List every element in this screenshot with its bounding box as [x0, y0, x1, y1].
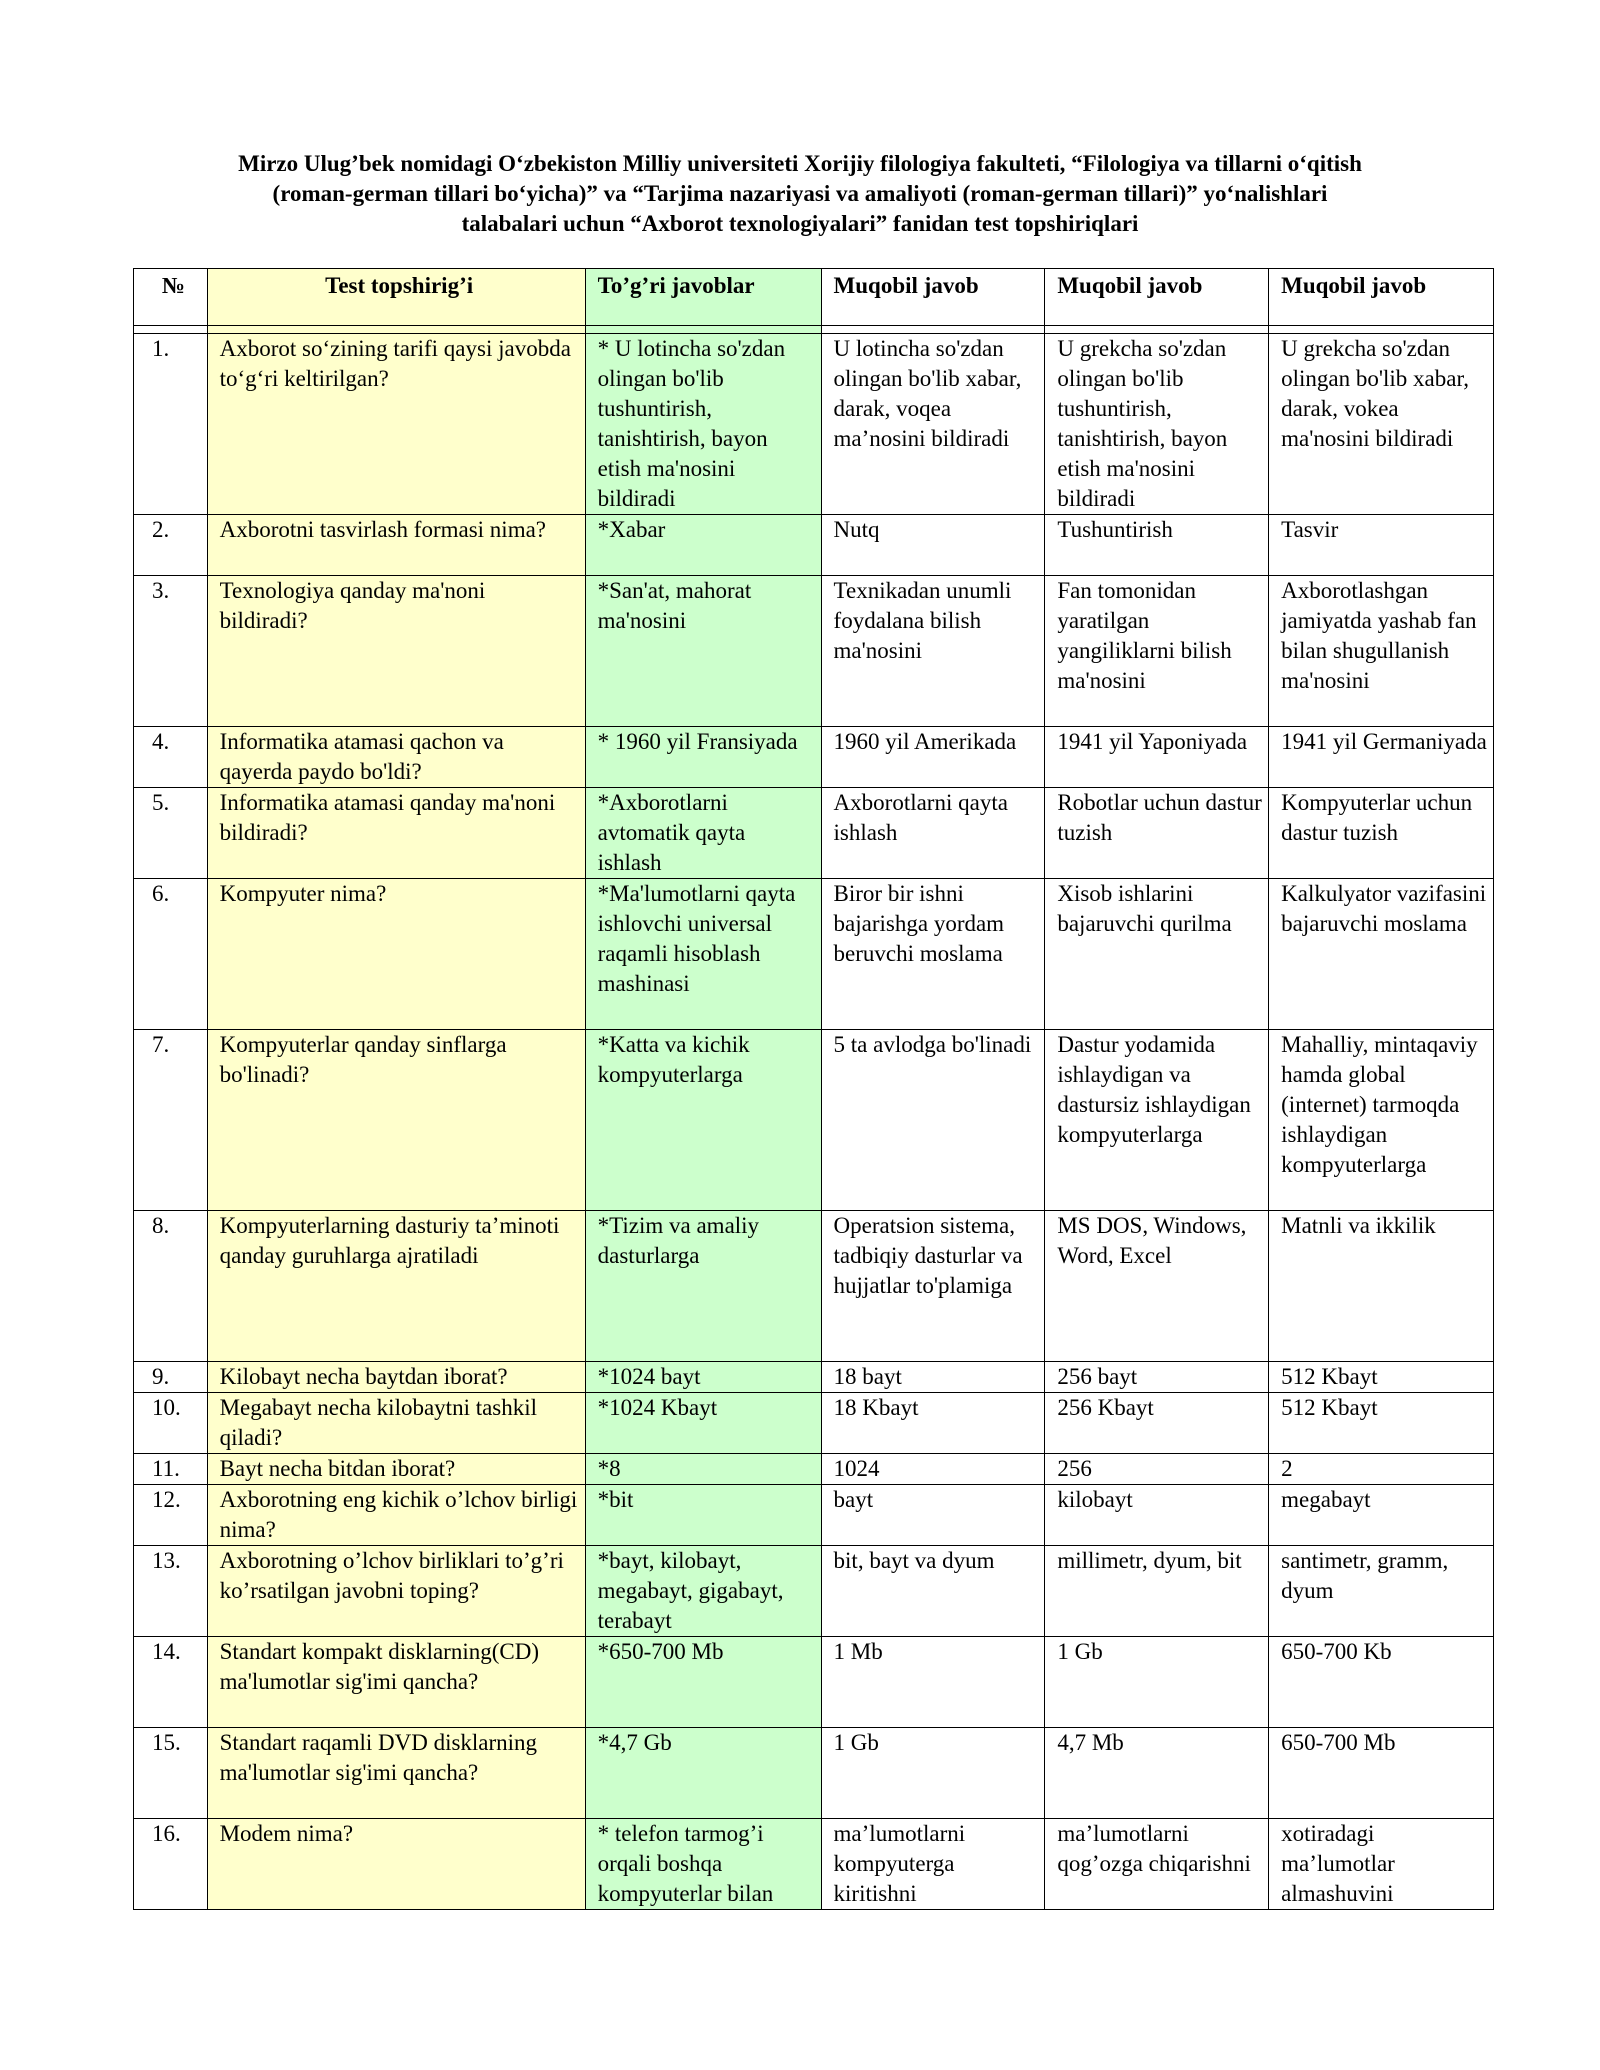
header-correct-answer: To’g’ri javoblar: [585, 269, 821, 326]
table-row: [134, 1362, 1494, 1393]
alternative-answer-cell: 256 bayt: [1045, 1362, 1269, 1393]
header-number: №: [134, 269, 208, 326]
table-row: [134, 1211, 1494, 1362]
alternative-answer-cell: bayt: [821, 1485, 1045, 1546]
alternative-answer-cell: Fan tomonidan yaratilgan yangiliklarni bilish ma'nosini: [1045, 576, 1269, 727]
alternative-answer-cell: Kompyuterlar uchun dastur tuzish: [1269, 788, 1494, 879]
row-number: 12.: [134, 1485, 208, 1546]
table-row: [134, 576, 1494, 727]
alternative-answer-cell: U grekcha so'zdan olingan bo'lib tushuntirish, tanishtirish, bayon etish ma'nosini bildiradi: [1045, 334, 1269, 515]
alternative-answer-cell: 1960 yil Amerikada: [821, 727, 1045, 788]
alternative-answer-cell: santimetr, gramm, dyum: [1269, 1546, 1494, 1637]
alternative-answer-cell: ma’lumotlarni kompyuterga kiritishni: [821, 1819, 1045, 1910]
correct-answer-cell: *8: [585, 1454, 821, 1485]
alternative-answer-cell: Dastur yodamida ishlaydigan va dastursiz ishlaydigan kompyuterlarga: [1045, 1030, 1269, 1211]
table-row: [134, 879, 1494, 1030]
correct-answer-cell: *4,7 Gb: [585, 1728, 821, 1819]
alternative-answer-cell: millimetr, dyum, bit: [1045, 1546, 1269, 1637]
alternative-answer-cell: 1 Mb: [821, 1637, 1045, 1728]
title-line-2: (roman-german tillari bo‘yicha)” va “Tarjima nazariyasi va amaliyoti (roman-german tillari)” yo‘nalishlari: [272, 181, 1328, 206]
correct-answer-cell: *San'at, mahorat ma'nosini: [585, 576, 821, 727]
alternative-answer-cell: 18 bayt: [821, 1362, 1045, 1393]
alternative-answer-cell: 1941 yil Germaniyada: [1269, 727, 1494, 788]
row-number: 7.: [134, 1030, 208, 1211]
question-cell: Informatika atamasi qachon va qayerda paydo bo'ldi?: [207, 727, 585, 788]
correct-answer-cell: *bit: [585, 1485, 821, 1546]
question-cell: Axborotning o’lchov birliklari to’g’ri ko’rsatilgan javobni toping?: [207, 1546, 585, 1637]
header-alternative-1: Muqobil javob: [821, 269, 1045, 326]
alternative-answer-cell: 1941 yil Yaponiyada: [1045, 727, 1269, 788]
table-row: [134, 1485, 1494, 1546]
table-row: [134, 1546, 1494, 1637]
correct-answer-cell: * 1960 yil Fransiyada: [585, 727, 821, 788]
alternative-answer-cell: U lotincha so'zdan olingan bo'lib xabar, darak, voqea ma’nosini bildiradi: [821, 334, 1045, 515]
alternative-answer-cell: 1 Gb: [821, 1728, 1045, 1819]
alternative-answer-cell: 2: [1269, 1454, 1494, 1485]
alternative-answer-cell: Axborotlashgan jamiyatda yashab fan bilan shugullanish ma'nosini: [1269, 576, 1494, 727]
question-cell: Bayt necha bitdan iborat?: [207, 1454, 585, 1485]
alternative-answer-cell: ma’lumotlarni qog’ozga chiqarishni: [1045, 1819, 1269, 1910]
table-row: [134, 1819, 1494, 1910]
question-cell: Megabayt necha kilobaytni tashkil qiladi?: [207, 1393, 585, 1454]
table-row: [134, 1393, 1494, 1454]
alternative-answer-cell: 1024: [821, 1454, 1045, 1485]
question-cell: Kilobayt necha baytdan iborat?: [207, 1362, 585, 1393]
alternative-answer-cell: 650-700 Kb: [1269, 1637, 1494, 1728]
correct-answer-cell: *Axborotlarni avtomatik qayta ishlash: [585, 788, 821, 879]
alternative-answer-cell: Robotlar uchun dastur tuzish: [1045, 788, 1269, 879]
alternative-answer-cell: Biror bir ishni bajarishga yordam beruvchi moslama: [821, 879, 1045, 1030]
row-number: 6.: [134, 879, 208, 1030]
header-alternative-3: Muqobil javob: [1269, 269, 1494, 326]
row-number: 9.: [134, 1362, 208, 1393]
document-title: [133, 149, 1467, 239]
correct-answer-cell: *Tizim va amaliy dasturlarga: [585, 1211, 821, 1362]
question-cell: Modem nima?: [207, 1819, 585, 1910]
alternative-answer-cell: Nutq: [821, 515, 1045, 576]
table-row: [134, 515, 1494, 576]
title-line-3: talabalari uchun “Axborot texnologiyalari” fanidan test topshiriqlari: [461, 211, 1139, 236]
question-cell: Kompyuterlar qanday sinflarga bo'linadi?: [207, 1030, 585, 1211]
question-cell: Kompyuterlarning dasturiy ta’minoti qanday guruhlarga ajratiladi: [207, 1211, 585, 1362]
alternative-answer-cell: xotiradagi ma’lumotlar almashuvini: [1269, 1819, 1494, 1910]
alternative-answer-cell: 4,7 Mb: [1045, 1728, 1269, 1819]
row-number: 8.: [134, 1211, 208, 1362]
correct-answer-cell: *1024 bayt: [585, 1362, 821, 1393]
header-alternative-2: Muqobil javob: [1045, 269, 1269, 326]
alternative-answer-cell: Operatsion sistema, tadbiqiy dasturlar va hujjatlar to'plamiga: [821, 1211, 1045, 1362]
row-number: 10.: [134, 1393, 208, 1454]
correct-answer-cell: *650-700 Mb: [585, 1637, 821, 1728]
row-number: 15.: [134, 1728, 208, 1819]
alternative-answer-cell: 1 Gb: [1045, 1637, 1269, 1728]
table-row: [134, 1030, 1494, 1211]
row-number: 13.: [134, 1546, 208, 1637]
alternative-answer-cell: kilobayt: [1045, 1485, 1269, 1546]
table-row: [134, 788, 1494, 879]
question-cell: Axborotni tasvirlash formasi nima?: [207, 515, 585, 576]
table-row: [134, 1454, 1494, 1485]
question-cell: Axborot so‘zining tarifi qaysi javobda to‘g‘ri keltirilgan?: [207, 334, 585, 515]
table-row: [134, 334, 1494, 515]
alternative-answer-cell: 512 Kbayt: [1269, 1362, 1494, 1393]
alternative-answer-cell: Axborotlarni qayta ishlash: [821, 788, 1045, 879]
row-number: 16.: [134, 1819, 208, 1910]
alternative-answer-cell: MS DOS, Windows, Word, Excel: [1045, 1211, 1269, 1362]
question-cell: Informatika atamasi qanday ma'noni bildiradi?: [207, 788, 585, 879]
question-cell: Axborotning eng kichik o’lchov birligi nima?: [207, 1485, 585, 1546]
question-cell: Texnologiya qanday ma'noni bildiradi?: [207, 576, 585, 727]
alternative-answer-cell: 650-700 Mb: [1269, 1728, 1494, 1819]
correct-answer-cell: * telefon tarmog’i orqali boshqa kompyuterlar bilan: [585, 1819, 821, 1910]
alternative-answer-cell: 256 Kbayt: [1045, 1393, 1269, 1454]
alternative-answer-cell: 512 Kbayt: [1269, 1393, 1494, 1454]
alternative-answer-cell: 256: [1045, 1454, 1269, 1485]
table-row: [134, 727, 1494, 788]
question-cell: Standart raqamli DVD disklarning ma'lumotlar sig'imi qancha?: [207, 1728, 585, 1819]
table-row: [134, 1637, 1494, 1728]
alternative-answer-cell: bit, bayt va dyum: [821, 1546, 1045, 1637]
row-number: 11.: [134, 1454, 208, 1485]
alternative-answer-cell: Kalkulyator vazifasini bajaruvchi moslama: [1269, 879, 1494, 1030]
correct-answer-cell: *1024 Kbayt: [585, 1393, 821, 1454]
alternative-answer-cell: 18 Kbayt: [821, 1393, 1045, 1454]
alternative-answer-cell: Tushuntirish: [1045, 515, 1269, 576]
alternative-answer-cell: Texnikadan unumli foydalana bilish ma'nosini: [821, 576, 1045, 727]
test-table: [133, 268, 1494, 1910]
row-number: 1.: [134, 334, 208, 515]
alternative-answer-cell: Mahalliy, mintaqaviy hamda global (internet) tarmoqda ishlaydigan kompyuterlarga: [1269, 1030, 1494, 1211]
header-spacer-row: [134, 326, 1494, 334]
row-number: 4.: [134, 727, 208, 788]
alternative-answer-cell: Xisob ishlarini bajaruvchi qurilma: [1045, 879, 1269, 1030]
alternative-answer-cell: Matnli va ikkilik: [1269, 1211, 1494, 1362]
correct-answer-cell: *bayt, kilobayt, megabayt, gigabayt, terabayt: [585, 1546, 821, 1637]
question-cell: Standart kompakt disklarning(CD) ma'lumotlar sig'imi qancha?: [207, 1637, 585, 1728]
alternative-answer-cell: 5 ta avlodga bo'linadi: [821, 1030, 1045, 1211]
row-number: 14.: [134, 1637, 208, 1728]
question-cell: Kompyuter nima?: [207, 879, 585, 1030]
title-line-1: Mirzo Ulug’bek nomidagi O‘zbekiston Milliy universiteti Xorijiy filologiya fakulteti, “Filologiya va tillarni o‘qitish: [238, 151, 1362, 176]
alternative-answer-cell: U grekcha so'zdan olingan bo'lib xabar, darak, vokea ma'nosini bildiradi: [1269, 334, 1494, 515]
row-number: 3.: [134, 576, 208, 727]
correct-answer-cell: *Ma'lumotlarni qayta ishlovchi universal raqamli hisoblash mashinasi: [585, 879, 821, 1030]
table-header-row: [134, 269, 1494, 326]
header-question: Test topshirig’i: [207, 269, 585, 326]
alternative-answer-cell: Tasvir: [1269, 515, 1494, 576]
table-row: [134, 1728, 1494, 1819]
alternative-answer-cell: megabayt: [1269, 1485, 1494, 1546]
correct-answer-cell: * U lotincha so'zdan olingan bo'lib tushuntirish, tanishtirish, bayon etish ma'nosini bildiradi: [585, 334, 821, 515]
row-number: 5.: [134, 788, 208, 879]
correct-answer-cell: *Xabar: [585, 515, 821, 576]
row-number: 2.: [134, 515, 208, 576]
correct-answer-cell: *Katta va kichik kompyuterlarga: [585, 1030, 821, 1211]
